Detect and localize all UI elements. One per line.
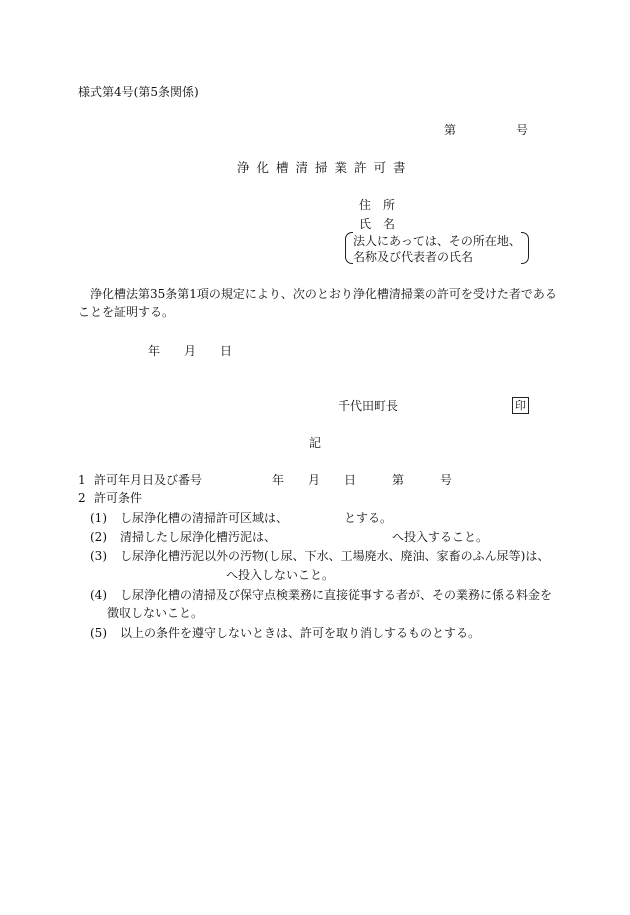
condition-4-text: し尿浄化槽の清掃及び保守点検業務に直接従事する者が、その業務に係る料金を [120,588,553,602]
condition-4-suffix: 徴収しないこと。 [107,606,204,620]
date-year: 年 [148,344,161,358]
corporate-note-line1: 法人にあっては、その所在地、 [353,234,521,248]
body-line-1: 浄化槽法第35条第1項の規定により、次のとおり浄化槽清掃業の許可を受けた者である [90,287,557,301]
item1-label: 許可年月日及び番号 [94,473,203,487]
name-label: 氏 名 [359,217,396,231]
address-label: 住 所 [359,198,396,212]
condition-2-number: (2) [90,530,107,544]
item1-year: 年 [272,473,285,487]
seal-mark: 印 [512,397,529,414]
condition-4-number: (4) [90,588,107,602]
bracket-left [345,232,353,264]
corporate-note-line2: 名称及び代表者の氏名 [353,250,474,264]
bracket-right [521,232,529,264]
body-line-2: ことを証明する。 [78,305,175,319]
item1-go: 号 [440,473,453,487]
condition-3-suffix: へ投入しないこと。 [226,568,335,582]
condition-2-suffix: へ投入すること。 [392,530,489,544]
condition-1-text: し尿浄化槽の清掃許可区域は、 [120,511,289,525]
document-title: 浄化槽清掃業許可書 [237,160,413,175]
condition-2-text: 清掃したし尿浄化槽汚泥は、 [120,530,277,544]
date-month: 月 [184,344,197,358]
ki-heading: 記 [309,436,322,450]
number-suffix: 号 [516,123,529,137]
issuer-name: 千代田町長 [338,399,399,413]
condition-3-number: (3) [90,549,107,563]
item1-day: 日 [344,473,357,487]
item1-month: 月 [308,473,321,487]
condition-1-number: (1) [90,511,107,525]
condition-3-text: し尿浄化槽汚泥以外の汚物(し尿、下水、工場廃水、廃油、家畜のふん尿等)は、 [120,549,550,563]
date-day: 日 [220,344,233,358]
item2-label: 許可条件 [94,491,143,505]
item1-number: 1 [78,473,86,487]
item2-number: 2 [78,491,86,505]
condition-1-suffix: とする。 [344,511,393,525]
item1-dai: 第 [392,473,405,487]
number-prefix: 第 [444,123,457,137]
condition-5-text: 以上の条件を遵守しないときは、許可を取り消しするものとする。 [120,626,481,640]
condition-5-number: (5) [90,626,107,640]
form-label: 様式第4号(第5条関係) [78,85,199,99]
